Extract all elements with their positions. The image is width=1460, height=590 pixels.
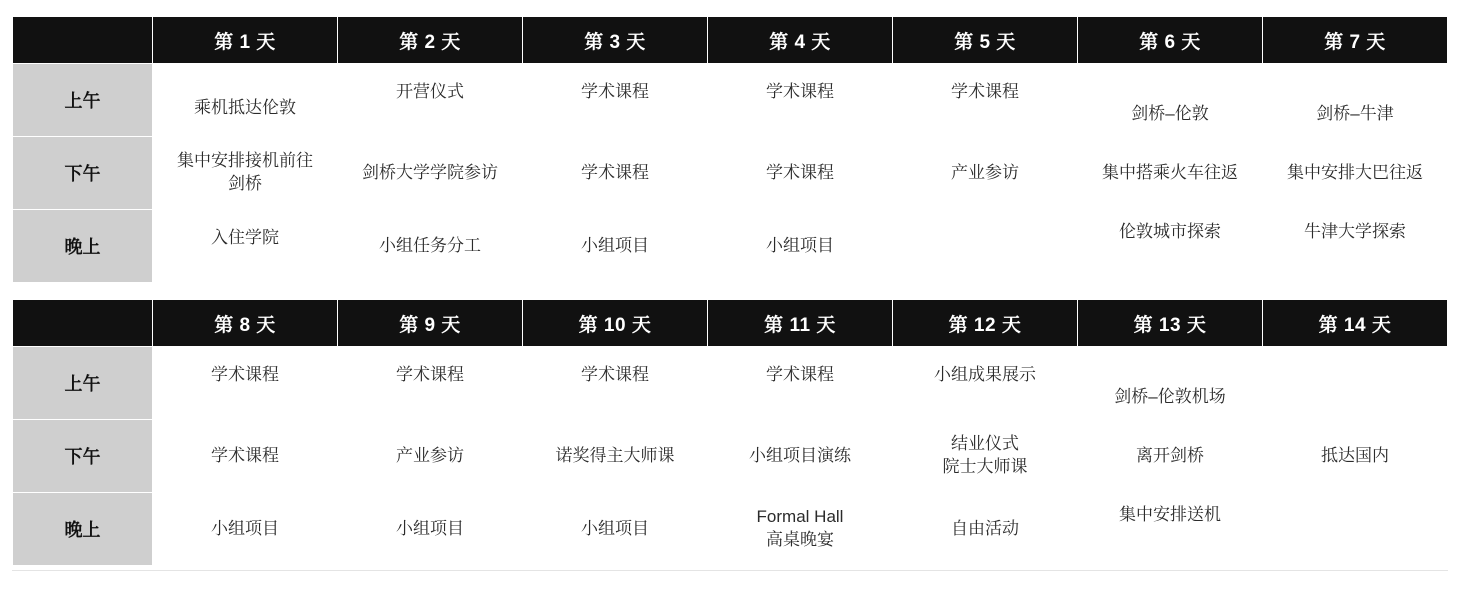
- schedule-row: [13, 64, 1448, 137]
- day-header: 第 10 天: [523, 300, 708, 347]
- schedule-cell-content: [893, 518, 1077, 541]
- day-header: 第 4 天: [708, 17, 893, 64]
- schedule-cell-line: 集中安排大巴往返: [1287, 162, 1423, 182]
- schedule-cell: [708, 210, 893, 283]
- schedule-cell-content: [153, 364, 337, 387]
- schedule-cell-line: 院士大师课: [942, 457, 1028, 476]
- schedule-cell-line: 抵达国内: [1321, 445, 1389, 465]
- schedule-cell-content: [1078, 386, 1262, 409]
- schedule-cell: [708, 347, 893, 420]
- schedule-cell: [338, 137, 523, 210]
- day-header: 第 12 天: [893, 300, 1078, 347]
- schedule-cell-content: [1263, 162, 1447, 185]
- schedule-header-row: [13, 300, 1448, 347]
- schedule-cell-content: [708, 445, 892, 468]
- schedule-cell-line: 剑桥: [228, 174, 262, 193]
- schedule-cell-line: 剑桥–牛津: [1316, 103, 1394, 123]
- schedule-cell: [893, 137, 1078, 210]
- schedule-cell-content: [338, 364, 522, 387]
- schedule-cell: [523, 210, 708, 283]
- slot-label-cell: 上午: [13, 64, 153, 137]
- schedule-cell-line: 集中安排送机: [1119, 504, 1221, 524]
- schedule-cell-content: [523, 445, 707, 468]
- schedule-cell-line: 集中搭乘火车往返: [1102, 162, 1238, 182]
- schedule-cell-line: 学术课程: [766, 364, 834, 384]
- schedule-cell: [708, 64, 893, 137]
- header-corner-cell: [13, 17, 153, 64]
- schedule-cell: [523, 64, 708, 137]
- schedule-cell-content: [708, 506, 892, 552]
- schedule-cell-content: [523, 364, 707, 387]
- day-header: 第 14 天: [1263, 300, 1448, 347]
- schedule-cell: [523, 493, 708, 566]
- day-header: 第 11 天: [708, 300, 893, 347]
- schedule-cell-line: 诺奖得主大师课: [555, 445, 675, 465]
- slot-label-cell: 上午: [13, 347, 153, 420]
- schedule-cell-line: 学术课程: [581, 81, 649, 101]
- schedule-cell-line: 乘机抵达伦敦: [194, 97, 296, 117]
- schedule-cell-line: Formal Hall: [756, 507, 844, 527]
- day-header: 第 9 天: [338, 300, 523, 347]
- schedule-cell-content: [153, 227, 337, 250]
- schedule-cell: [893, 210, 1078, 283]
- schedule-cell-line: 小组项目: [581, 235, 649, 255]
- schedule-cell-line: 学术课程: [581, 364, 649, 384]
- schedule-cell-line: 学术课程: [766, 81, 834, 101]
- schedule-cell: [893, 493, 1078, 566]
- schedule-cell-line: 学术课程: [211, 445, 279, 465]
- schedule-cell: [153, 210, 338, 283]
- schedule-cell-content: [153, 518, 337, 541]
- schedule-cell-line: 产业参访: [396, 445, 464, 465]
- schedule-cell-content: [893, 162, 1077, 185]
- schedule-cell-line: 学术课程: [396, 364, 464, 384]
- schedule-cell: [338, 347, 523, 420]
- schedule-cell-content: [1078, 103, 1262, 126]
- schedule-cell-content: [1263, 103, 1447, 126]
- schedule-cell-line: 学术课程: [951, 81, 1019, 101]
- schedule-cell: [338, 64, 523, 137]
- schedule-cell-content: [338, 162, 522, 185]
- schedule-cell-content: [893, 81, 1077, 104]
- schedule-cell-line: 小组项目: [211, 518, 279, 538]
- schedule-cell: [893, 347, 1078, 420]
- schedule-cell: [893, 64, 1078, 137]
- day-header: 第 8 天: [153, 300, 338, 347]
- schedule-cell-line: 结业仪式: [951, 434, 1019, 454]
- schedule-cell-line: 学术课程: [766, 162, 834, 182]
- schedule-cell-content: [1078, 445, 1262, 468]
- schedule-cell-line: 学术课程: [211, 364, 279, 384]
- schedule-cell-line: 小组项目: [396, 518, 464, 538]
- day-header: 第 6 天: [1078, 17, 1263, 64]
- day-header: 第 1 天: [153, 17, 338, 64]
- schedule-cell-content: [153, 445, 337, 468]
- schedule-cell-content: [338, 445, 522, 468]
- schedule-row: [13, 210, 1448, 283]
- schedule-cell-content: [708, 364, 892, 387]
- schedule-cell: [1078, 347, 1263, 420]
- schedule-header-row: [13, 17, 1448, 64]
- schedule-cell-line: 剑桥–伦敦: [1131, 103, 1209, 123]
- schedule-cell-line: 开营仪式: [396, 81, 464, 101]
- schedule-cell-content: [708, 162, 892, 185]
- schedule-cell-line: 小组任务分工: [379, 235, 481, 255]
- schedule-cell: [893, 420, 1078, 493]
- schedule-cell: [153, 64, 338, 137]
- schedule-cell: [1078, 210, 1263, 283]
- schedule-cell: [1263, 137, 1448, 210]
- schedule-cell-content: [523, 518, 707, 541]
- schedule-cell: [523, 347, 708, 420]
- day-header: 第 5 天: [893, 17, 1078, 64]
- schedule-cell-content: [338, 235, 522, 258]
- schedule-cell-line: 学术课程: [581, 162, 649, 182]
- schedule-tables-container: [12, 16, 1448, 571]
- schedule-cell-content: [1078, 162, 1262, 185]
- schedule-cell: [1263, 493, 1448, 566]
- schedule-cell-line: 小组项目: [766, 235, 834, 255]
- schedule-cell-content: [523, 235, 707, 258]
- schedule-cell-line: 剑桥大学学院参访: [362, 162, 498, 182]
- schedule-cell: [153, 347, 338, 420]
- schedule-cell: [153, 420, 338, 493]
- schedule-row: [13, 493, 1448, 566]
- schedule-cell-line: 产业参访: [951, 162, 1019, 182]
- schedule-cell-content: [1263, 445, 1447, 468]
- schedule-cell-content: [338, 81, 522, 104]
- schedule-cell-content: [893, 433, 1077, 479]
- schedule-cell-line: 剑桥–伦敦机场: [1114, 386, 1226, 406]
- schedule-cell: [153, 493, 338, 566]
- schedule-row: [13, 420, 1448, 493]
- schedule-cell: [1078, 64, 1263, 137]
- header-corner-cell: [13, 300, 153, 347]
- schedule-cell-line: 高桌晚宴: [766, 530, 834, 549]
- schedule-cell: [338, 420, 523, 493]
- schedule-cell-line: 离开剑桥: [1136, 445, 1204, 465]
- schedule-cell-line: 集中安排接机前往: [177, 151, 313, 171]
- schedule-cell-content: [708, 235, 892, 258]
- schedule-cell-line: 小组项目演练: [749, 445, 851, 465]
- block-spacer: [12, 283, 1448, 299]
- schedule-cell: [1078, 493, 1263, 566]
- schedule-cell: [1078, 420, 1263, 493]
- schedule-cell-content: [1078, 221, 1262, 244]
- schedule-cell-line: 自由活动: [951, 518, 1019, 538]
- schedule-cell-content: [1078, 504, 1262, 527]
- schedule-cell-line: 小组成果展示: [934, 364, 1036, 384]
- schedule-cell-content: [523, 162, 707, 185]
- schedule-cell: [523, 137, 708, 210]
- schedule-cell-line: 牛津大学探索: [1304, 221, 1406, 241]
- day-header: 第 13 天: [1078, 300, 1263, 347]
- schedule-row: [13, 137, 1448, 210]
- schedule-cell-content: [153, 150, 337, 196]
- schedule-cell: [708, 493, 893, 566]
- day-header: 第 7 天: [1263, 17, 1448, 64]
- schedule-cell: [708, 420, 893, 493]
- schedule-cell-line: 入住学院: [211, 227, 279, 247]
- schedule-cell-content: [893, 364, 1077, 387]
- schedule-table-block-2: [12, 299, 1448, 566]
- day-header: 第 3 天: [523, 17, 708, 64]
- slot-label-cell: 下午: [13, 137, 153, 210]
- schedule-cell: [1263, 347, 1448, 420]
- schedule-cell: [708, 137, 893, 210]
- slot-label-cell: 晚上: [13, 210, 153, 283]
- schedule-cell-content: [708, 81, 892, 104]
- schedule-cell: [338, 210, 523, 283]
- schedule-cell: [1263, 64, 1448, 137]
- slot-label-cell: 下午: [13, 420, 153, 493]
- schedule-cell-line: 伦敦城市探索: [1119, 221, 1221, 241]
- schedule-cell: [1263, 420, 1448, 493]
- schedule-table-block-1: [12, 16, 1448, 283]
- schedule-cell: [1263, 210, 1448, 283]
- schedule-cell: [523, 420, 708, 493]
- schedule-cell-content: [523, 81, 707, 104]
- schedule-row: [13, 347, 1448, 420]
- slot-label-cell: 晚上: [13, 493, 153, 566]
- bottom-divider: [12, 570, 1448, 571]
- schedule-cell-line: 小组项目: [581, 518, 649, 538]
- schedule-cell: [153, 137, 338, 210]
- day-header: 第 2 天: [338, 17, 523, 64]
- schedule-cell-content: [338, 518, 522, 541]
- schedule-cell-content: [153, 97, 337, 120]
- schedule-cell: [338, 493, 523, 566]
- schedule-cell-content: [1263, 221, 1447, 244]
- schedule-cell: [1078, 137, 1263, 210]
